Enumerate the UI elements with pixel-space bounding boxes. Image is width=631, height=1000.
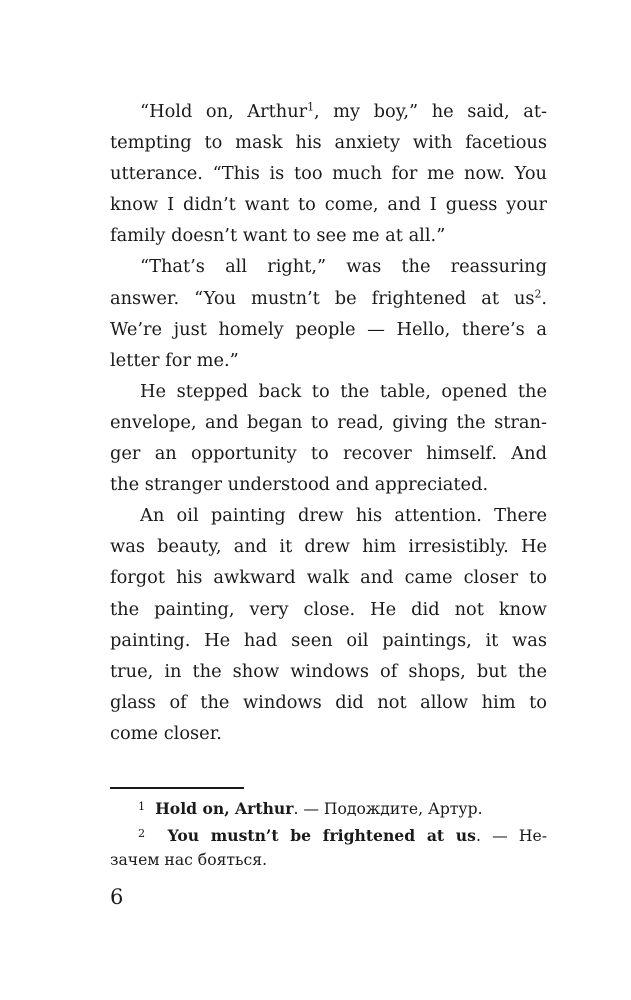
footnote-2: [110, 821, 547, 848]
footnote-ref-2[interactable]: 2: [534, 286, 542, 300]
text-line: the stranger understood and appreciated.: [110, 474, 489, 496]
footnote-term: You mustn’t be frightened at us: [167, 825, 476, 845]
footnote-1: [110, 794, 547, 821]
text-line: We’re just homely people — Hello, there’s a: [110, 318, 547, 340]
footnotes: [110, 794, 547, 874]
footnote-2-continuation: зачем нас бояться.: [110, 851, 268, 869]
text-line: letter for me.”: [110, 349, 239, 371]
text-line: know I didn’t want to come, and I guess your: [110, 194, 547, 216]
body-text: [110, 96, 547, 749]
footnote-number: 2: [138, 826, 146, 840]
text-line: the painting, very close. He did not know: [110, 598, 547, 620]
footnote-translation: . — Не-: [475, 826, 548, 845]
text-line: “Hold on, Arthur$^1$, my boy,” he said, at-: [140, 100, 547, 122]
text-line: answer. “You mustn’t be frightened at $us^2$.: [110, 286, 547, 309]
footnote-number: 1: [138, 800, 146, 813]
text-line: forgot his awkward walk and came closer to: [110, 567, 547, 589]
text-line: painting. He had seen oil paintings, it was: [110, 629, 547, 651]
text-line: family doesn’t want to see me at all.”: [110, 225, 446, 247]
text-line: “That’s all right,” was the reassuring: [140, 256, 547, 278]
footnote-term: Hold on, Arthur: [155, 798, 294, 818]
text-line: envelope, and began to read, giving the stran-: [110, 411, 547, 433]
text-line: ger an opportunity to recover himself. And: [110, 443, 547, 465]
text-line: tempting to mask his anxiety with facetious: [110, 132, 547, 154]
text-line: true, in the show windows of shops, but the: [110, 660, 547, 682]
text-line: An oil painting drew his attention. There: [140, 505, 547, 527]
text-line: utterance. “This is too much for me now. You: [110, 163, 547, 185]
page-number: 6: [110, 885, 124, 909]
text-line: He stepped back to the table, opened the: [140, 380, 547, 402]
text-line: was beauty, and it drew him irresistibly. He: [110, 536, 547, 558]
footnote-ref-1[interactable]: 1: [307, 100, 314, 114]
footnote-translation: . — Подождите, Артур.: [293, 799, 483, 818]
text-line: glass of the windows did not allow him to: [110, 691, 547, 713]
footnote-divider: [110, 787, 244, 789]
text-line: come closer.: [110, 722, 222, 744]
